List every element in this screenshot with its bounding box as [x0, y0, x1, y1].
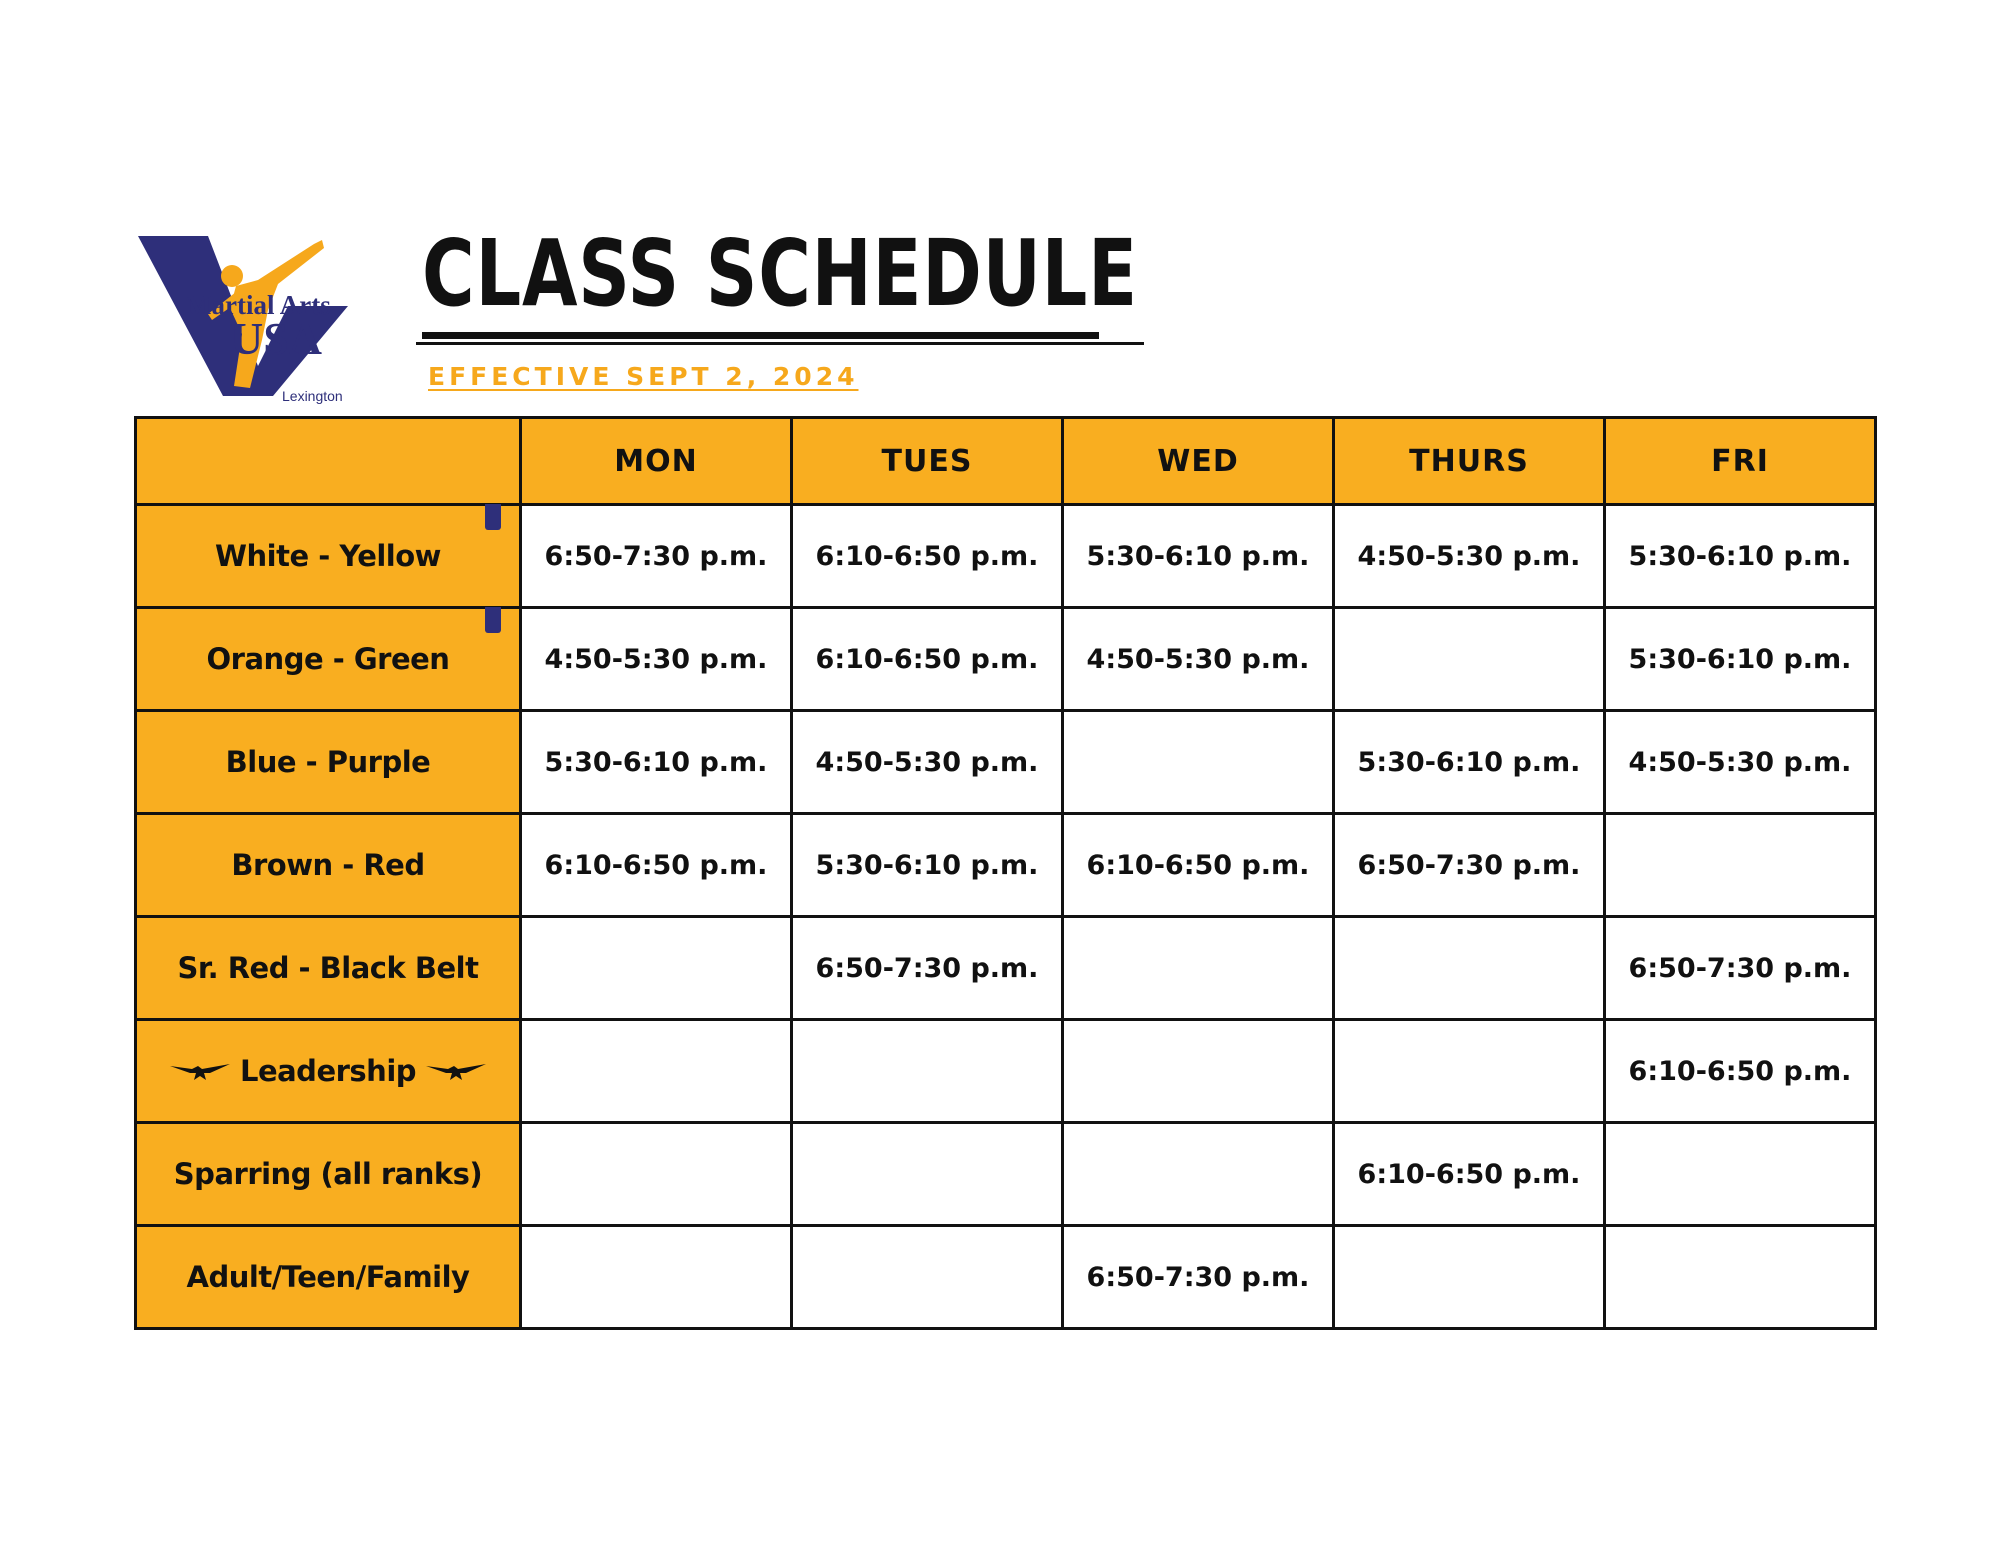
martial-arts-usa-logo	[138, 236, 390, 408]
time-cell	[792, 1020, 1063, 1123]
time-cell	[1334, 1020, 1605, 1123]
time-cell	[521, 1123, 792, 1226]
time-cell: 4:50-5:30 p.m.	[1605, 711, 1876, 814]
title-underline	[422, 332, 1099, 339]
row-label-brown-red: Brown - Red	[136, 814, 521, 917]
row-label-adult-teen-family: Adult/Teen/Family	[136, 1226, 521, 1329]
row-label-text: Orange - Green	[206, 642, 450, 676]
table-row	[136, 505, 1876, 608]
time-cell	[1063, 917, 1334, 1020]
eagle-icon	[170, 1060, 230, 1082]
time-cell: 5:30-6:10 p.m.	[792, 814, 1063, 917]
day-header-fri: FRI	[1605, 418, 1876, 505]
svg-text:Martial Arts: Martial Arts	[186, 290, 331, 320]
time-cell: 5:30-6:10 p.m.	[521, 711, 792, 814]
time-cell	[1063, 1123, 1334, 1226]
svg-text:Lexington: Lexington	[282, 388, 343, 404]
time-cell: 6:10-6:50 p.m.	[1063, 814, 1334, 917]
row-label-text: White - Yellow	[215, 539, 441, 573]
row-label-leadership	[136, 1020, 521, 1123]
time-cell	[1063, 711, 1334, 814]
day-header-wed: WED	[1063, 418, 1334, 505]
time-cell: 6:50-7:30 p.m.	[1334, 814, 1605, 917]
time-cell: 6:10-6:50 p.m.	[792, 608, 1063, 711]
effective-date: EFFECTIVE SEPT 2, 2024	[428, 362, 859, 391]
time-cell: 6:10-6:50 p.m.	[792, 505, 1063, 608]
time-cell	[1605, 1123, 1876, 1226]
time-cell	[521, 917, 792, 1020]
time-cell	[792, 1226, 1063, 1329]
row-label-sr-red-black-belt: Sr. Red - Black Belt	[136, 917, 521, 1020]
svg-text:USA: USA	[230, 313, 323, 364]
eagle-icon	[426, 1060, 486, 1082]
header-row	[136, 418, 1876, 505]
day-header-mon: MON	[521, 418, 792, 505]
corner-cell	[136, 418, 521, 505]
time-cell: 5:30-6:10 p.m.	[1605, 505, 1876, 608]
time-cell	[792, 1123, 1063, 1226]
belt-tab-icon	[485, 504, 501, 530]
time-cell: 6:10-6:50 p.m.	[1605, 1020, 1876, 1123]
table-row	[136, 608, 1876, 711]
row-label-orange-green	[136, 608, 521, 711]
row-label-blue-purple: Blue - Purple	[136, 711, 521, 814]
table-row	[136, 1123, 1876, 1226]
time-cell: 6:10-6:50 p.m.	[521, 814, 792, 917]
time-cell: 4:50-5:30 p.m.	[1063, 608, 1334, 711]
title-underline-thin	[416, 342, 1144, 345]
time-cell: 6:50-7:30 p.m.	[1063, 1226, 1334, 1329]
time-cell	[1334, 1226, 1605, 1329]
time-cell: 5:30-6:10 p.m.	[1063, 505, 1334, 608]
time-cell	[521, 1020, 792, 1123]
table-row	[136, 814, 1876, 917]
time-cell: 5:30-6:10 p.m.	[1334, 711, 1605, 814]
class-schedule-table	[134, 416, 1877, 1330]
time-cell	[1063, 1020, 1334, 1123]
time-cell: 6:10-6:50 p.m.	[1334, 1123, 1605, 1226]
page-title: CLASS SCHEDULE	[422, 220, 1138, 327]
time-cell: 6:50-7:30 p.m.	[1605, 917, 1876, 1020]
time-cell: 4:50-5:30 p.m.	[1334, 505, 1605, 608]
time-cell	[1334, 608, 1605, 711]
time-cell: 6:50-7:30 p.m.	[792, 917, 1063, 1020]
row-label-text: Leadership	[239, 1053, 417, 1088]
time-cell	[1334, 917, 1605, 1020]
time-cell	[1605, 1226, 1876, 1329]
table-row	[136, 1226, 1876, 1329]
day-header-tues: TUES	[792, 418, 1063, 505]
time-cell: 5:30-6:10 p.m.	[1605, 608, 1876, 711]
time-cell: 4:50-5:30 p.m.	[521, 608, 792, 711]
table-row	[136, 917, 1876, 1020]
time-cell	[1605, 814, 1876, 917]
day-header-thurs: THURS	[1334, 418, 1605, 505]
row-label-sparring: Sparring (all ranks)	[136, 1123, 521, 1226]
time-cell: 6:50-7:30 p.m.	[521, 505, 792, 608]
row-label-white-yellow	[136, 505, 521, 608]
table-row	[136, 711, 1876, 814]
time-cell: 4:50-5:30 p.m.	[792, 711, 1063, 814]
belt-tab-icon	[485, 607, 501, 633]
table-row	[136, 1020, 1876, 1123]
time-cell	[521, 1226, 792, 1329]
